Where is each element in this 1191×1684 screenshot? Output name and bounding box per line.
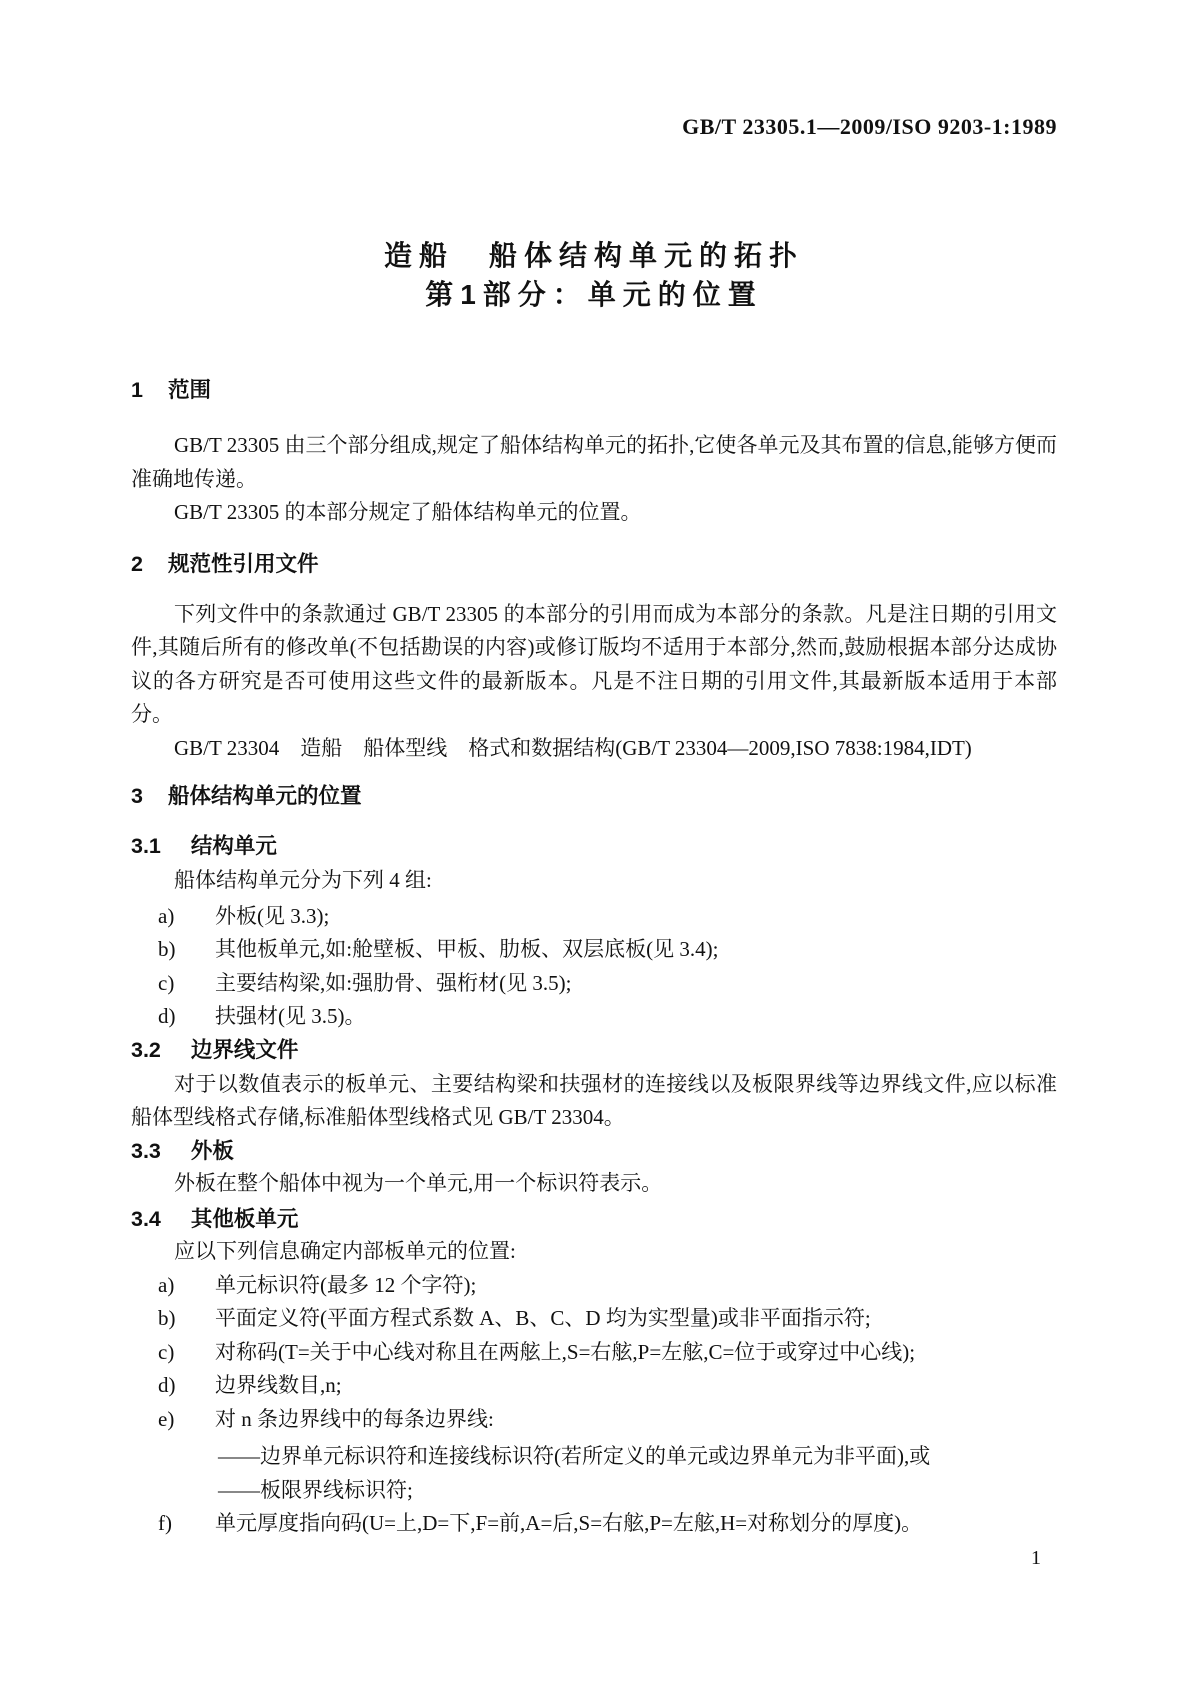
list-item bbox=[131, 1336, 1057, 1370]
section-3-4-intro: 应以下列信息确定内部板单元的位置: bbox=[174, 1239, 516, 1263]
section-2-paragraph-1: 下列文件中的条款通过 GB/T 23305 的本部分的引用而成为本部分的条款。凡是注日期的引用文件,其随后所有的修改单(不包括勘误的内容)或修订版均不适用于本部分,然而,鼓励根据本部分达成协议的各方研究是否可使用这些文件的最新版本。凡是不注日期的引用文件,其最新版本适用于本部分。 bbox=[131, 601, 1057, 726]
list-item bbox=[131, 933, 1057, 967]
list-item-label: f) bbox=[158, 1511, 172, 1535]
section-3-2-paragraph: 对于以数值表示的板单元、主要结构梁和扶强材的连接线以及板限界线等边界线文件,应以标准船体型线格式存储,标准船体型线格式见 GB/T 23304。 bbox=[131, 1071, 1057, 1129]
list-item bbox=[131, 967, 1057, 1001]
section-3-4-number: 3.4 bbox=[131, 1207, 161, 1231]
document-title bbox=[131, 236, 1057, 314]
list-item bbox=[131, 1000, 1057, 1034]
section-1-heading bbox=[131, 374, 1057, 406]
section-3-2-heading bbox=[131, 1034, 1057, 1066]
list-item-label: d) bbox=[158, 1004, 176, 1028]
section-3-2-title: 边界线文件 bbox=[190, 1037, 299, 1062]
list-item-label: a) bbox=[158, 903, 175, 928]
section-3-title: 船体结构单元的位置 bbox=[167, 784, 362, 808]
list-item-text: 其他板单元,如:舱壁板、甲板、肋板、双层底板(见 3.4); bbox=[215, 937, 719, 961]
section-2-number: 2 bbox=[131, 551, 143, 576]
list-item bbox=[131, 1403, 1057, 1437]
standard-number-header: GB/T 23305.1—2009/ISO 9203-1:1989 bbox=[682, 114, 1057, 139]
list-item-text: 对 n 条边界线中的每条边界线: bbox=[215, 1406, 494, 1431]
section-1-paragraph-1: GB/T 23305 由三个部分组成,规定了船体结构单元的拓扑,它使各单元及其布置的信息,能够方便而准确地传递。 bbox=[131, 433, 1057, 491]
list-item-text: 主要结构梁,如:强肋骨、强桁材(见 3.5); bbox=[215, 970, 572, 995]
section-3-4-list bbox=[131, 1269, 1057, 1437]
list-item-text: 对称码(T=关于中心线对称且在两舷上,S=右舷,P=左舷,C=位于或穿过中心线); bbox=[215, 1339, 916, 1364]
list-item-text: 平面定义符(平面方程式系数 A、B、C、D 均为实型量)或非平面指示符; bbox=[215, 1306, 871, 1330]
section-3-1-heading bbox=[131, 830, 1057, 862]
section-3-1-title: 结构单元 bbox=[190, 834, 277, 858]
list-item-label: a) bbox=[158, 1272, 175, 1297]
section-3-4-list-f bbox=[131, 1507, 1057, 1541]
list-item bbox=[131, 1507, 1057, 1541]
list-item bbox=[131, 1269, 1057, 1303]
section-1-title: 范围 bbox=[167, 378, 211, 402]
list-item-text: 单元厚度指向码(U=上,D=下,F=前,A=后,S=右舷,P=左舷,H=对称划分的厚度)。 bbox=[215, 1511, 923, 1535]
list-item bbox=[131, 1302, 1057, 1336]
section-3-2-number: 3.2 bbox=[131, 1037, 161, 1062]
section-3-4-heading bbox=[131, 1203, 1057, 1235]
page-number: 1 bbox=[1031, 1546, 1041, 1569]
list-item-label: e) bbox=[158, 1406, 175, 1431]
section-3-3-paragraph: 外板在整个船体中视为一个单元,用一个标识符表示。 bbox=[174, 1170, 663, 1195]
list-item bbox=[131, 900, 1057, 934]
section-1-number: 1 bbox=[131, 378, 143, 402]
list-item bbox=[131, 1369, 1057, 1403]
list-item-text: 边界线数目,n; bbox=[215, 1373, 342, 1397]
list-item-text: 外板(见 3.3); bbox=[215, 903, 330, 928]
section-3-heading bbox=[131, 780, 1057, 812]
section-3-1-number: 3.1 bbox=[131, 834, 161, 858]
title-line-2: 第1部分：单元的位置 bbox=[425, 279, 763, 310]
list-item-text: 扶强材(见 3.5)。 bbox=[215, 1004, 366, 1028]
list-item-label: b) bbox=[158, 1306, 176, 1330]
title-line-1: 造船 船体结构单元的拓扑 bbox=[383, 240, 804, 271]
list-item-label: d) bbox=[158, 1373, 176, 1397]
section-3-1-intro: 船体结构单元分为下列 4 组: bbox=[174, 868, 432, 892]
section-3-1-list bbox=[131, 900, 1057, 1034]
list-item-label: b) bbox=[158, 937, 176, 961]
normative-reference-entry: GB/T 23304 造船 船体型线 格式和数据结构(GB/T 23304—2009,ISO 7838:1984,IDT) bbox=[174, 735, 972, 760]
section-3-number: 3 bbox=[131, 784, 143, 808]
list-item-label: c) bbox=[158, 1339, 175, 1364]
section-3-3-number: 3.3 bbox=[131, 1138, 161, 1163]
list-item-label: c) bbox=[158, 970, 175, 995]
section-2-title: 规范性引用文件 bbox=[167, 551, 319, 576]
section-3-4-title: 其他板单元 bbox=[190, 1207, 299, 1231]
section-3-3-heading bbox=[131, 1135, 1057, 1167]
list-item-text: 单元标识符(最多 12 个字符); bbox=[215, 1272, 477, 1297]
section-1-paragraph-2: GB/T 23305 的本部分规定了船体结构单元的位置。 bbox=[174, 500, 642, 524]
section-2-heading bbox=[131, 548, 1057, 580]
section-3-3-title: 外板 bbox=[190, 1138, 234, 1163]
sub-item-dash-1: ——边界单元标识符和连接线标识符(若所定义的单元或边界单元为非平面),或 bbox=[218, 1444, 931, 1468]
sub-item-dash-2: ——板限界线标识符; bbox=[218, 1477, 413, 1502]
